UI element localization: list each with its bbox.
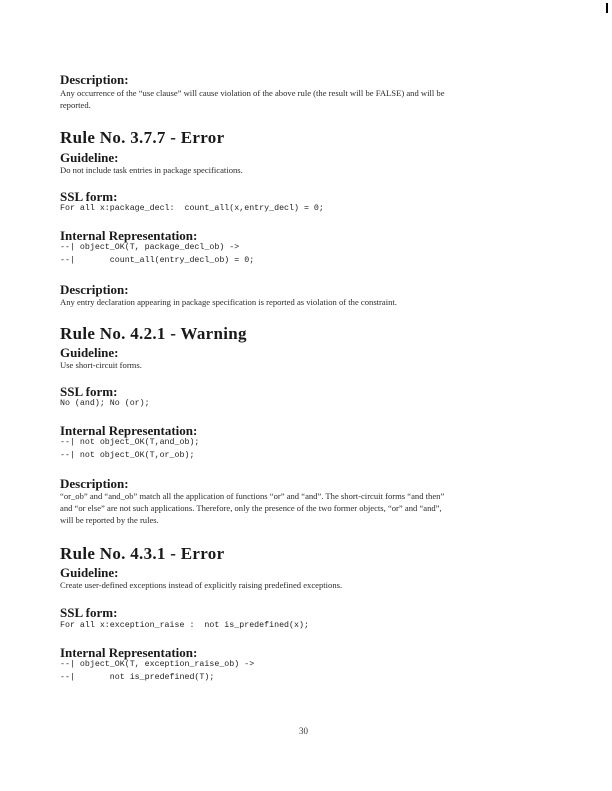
rule-421-guideline-text: Use short-circuit forms. [60, 360, 142, 370]
rule-421-description-heading: Description: [60, 476, 129, 491]
rule-377-ir-line-1: --| object_OK(T, package_decl_ob) -> [60, 243, 240, 252]
rule-431-ir-line-1: --| object_OK(T, exception_raise_ob) -> [60, 660, 255, 669]
rule-421-ir-heading: Internal Representation: [60, 423, 198, 438]
rule-421-title: Rule No. 4.2.1 - Warning [60, 324, 247, 343]
rule-421-description-line-2: and “or else” are not such applications. Therefore, only the presence of the two former objects, “or” and “and”, [60, 503, 442, 513]
rule-377-description-text: Any entry declaration appearing in package specification is reported as violation of the constraint. [60, 297, 397, 307]
rule-377-ssl-heading: SSL form: [60, 189, 118, 204]
rule-421-guideline-heading: Guideline: [60, 345, 119, 360]
prev-description-heading: Description: [60, 72, 129, 87]
rule-421-description-line-3: will be reported by the rules. [60, 515, 159, 525]
rule-431-title: Rule No. 4.3.1 - Error [60, 544, 225, 563]
rule-431-guideline-heading: Guideline: [60, 565, 119, 580]
rule-377-ir-heading: Internal Representation: [60, 228, 198, 243]
rule-377-title: Rule No. 3.7.7 - Error [60, 128, 225, 147]
rule-431-ir-line-2: --| not is_predefined(T); [60, 673, 215, 682]
rule-421-description-line-1: “or_ob” and “and_ob” match all the application of functions “or” and “and”. The short-circuit forms “and then” [60, 491, 445, 501]
rule-421-ir-line-2: --| not object_OK(T,or_ob); [60, 451, 195, 460]
scan-edge-mark [606, 3, 608, 13]
rule-431-ssl-heading: SSL form: [60, 605, 118, 620]
rule-431-guideline-text: Create user-defined exceptions instead of explicitly raising predefined exceptions. [60, 580, 343, 590]
rule-421-ir-line-1: --| not object_OK(T,and_ob); [60, 438, 200, 447]
rule-377-description-heading: Description: [60, 282, 129, 297]
prev-description-line-2: reported. [60, 100, 91, 110]
rule-377-guideline-heading: Guideline: [60, 150, 119, 165]
page-number: 30 [299, 726, 308, 736]
rule-377-ir-line-2: --| count_all(entry_decl_ob) = 0; [60, 256, 255, 265]
rule-377-ssl-code: For all x:package_decl: count_all(x,entry_decl) = 0; [60, 204, 324, 213]
rule-431-ssl-code: For all x:exception_raise : not is_predefined(x); [60, 621, 309, 630]
rule-421-ssl-code: No (and); No (or); [60, 399, 150, 408]
rule-431-ir-heading: Internal Representation: [60, 645, 198, 660]
rule-377-guideline-text: Do not include task entries in package specifications. [60, 165, 243, 175]
rule-421-ssl-heading: SSL form: [60, 384, 118, 399]
prev-description-line-1: Any occurrence of the “use clause” will cause violation of the above rule (the result will be FALSE) and will be [60, 88, 445, 98]
